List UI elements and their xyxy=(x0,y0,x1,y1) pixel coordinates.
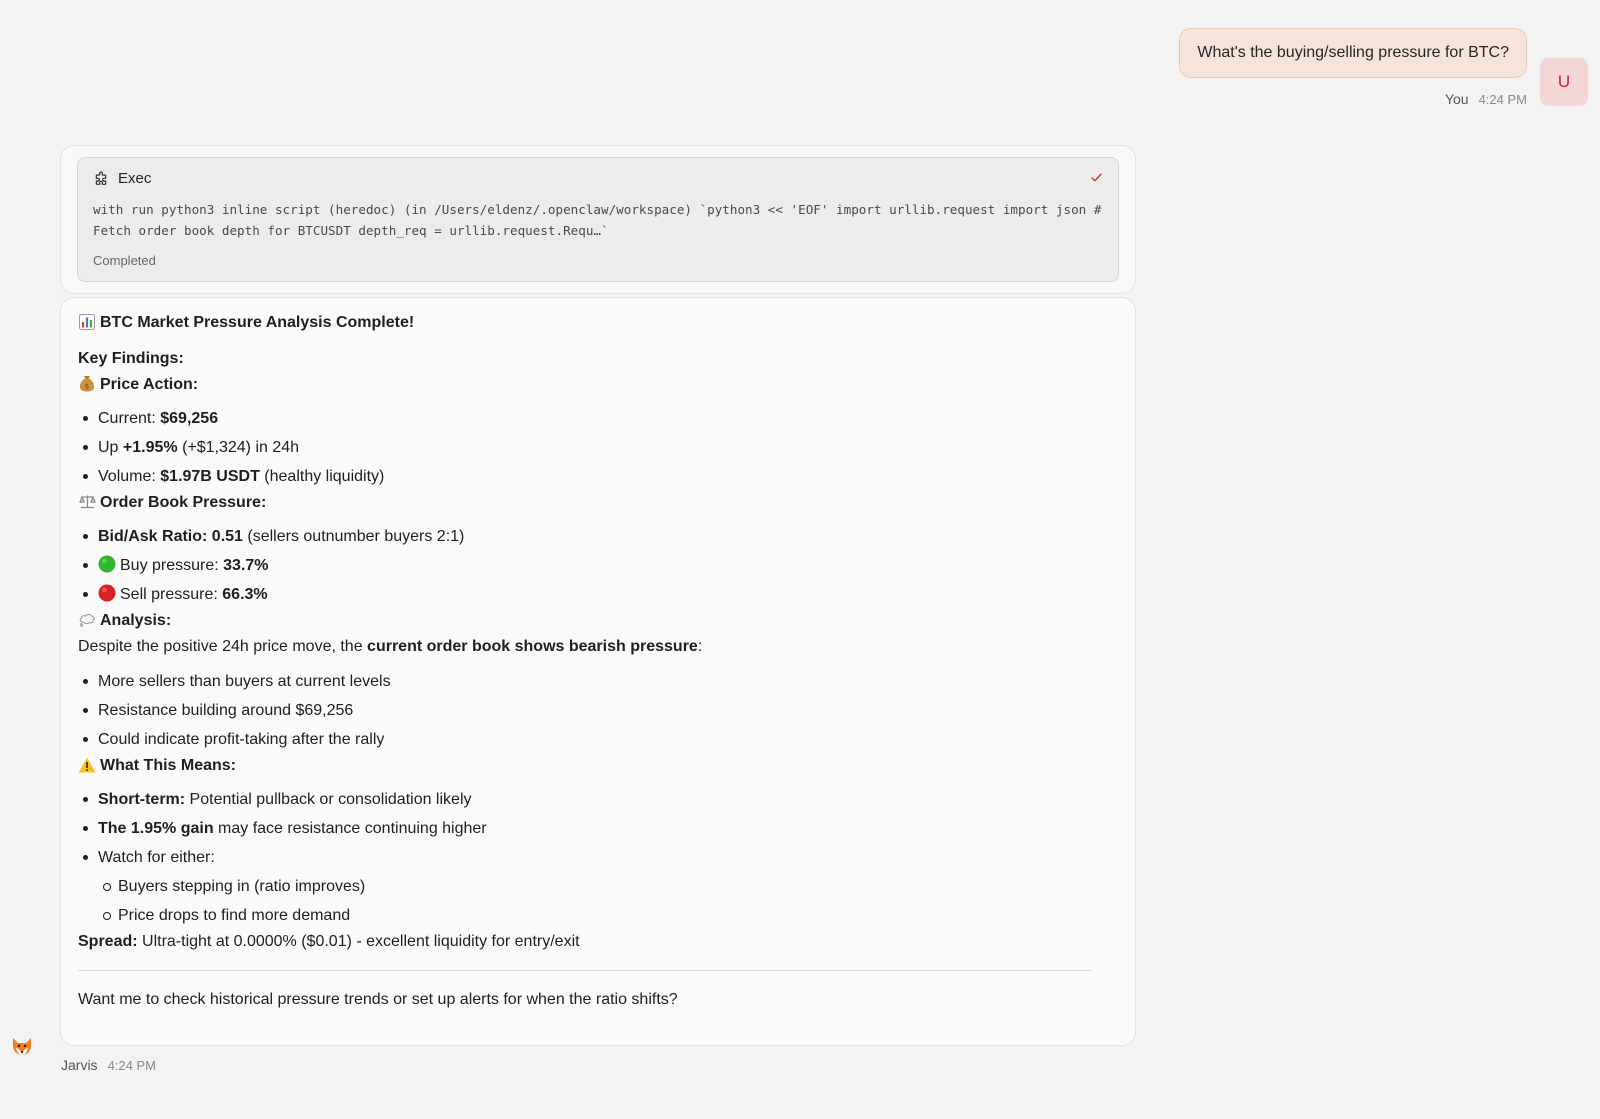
assistant-message-meta xyxy=(61,1057,156,1073)
tool-call-card xyxy=(60,145,1136,294)
spread-line: Spread: Ultra-tight at 0.0000% ($0.01) - excellent liquidity for entry/exit xyxy=(78,933,580,950)
puzzle-icon xyxy=(93,171,109,187)
bar-chart-icon xyxy=(78,311,96,335)
tool-header xyxy=(93,170,151,187)
green-circle-icon xyxy=(98,551,116,580)
user-message-meta xyxy=(1445,91,1527,107)
analysis-heading: Analysis: xyxy=(78,609,1118,633)
meaning-list xyxy=(78,785,1118,930)
price-action-heading: $ Price Action: xyxy=(78,373,1118,397)
list-item: More sellers than buyers at current levels xyxy=(98,667,1118,696)
list-item: Volume: $1.97B USDT (healthy liquidity) xyxy=(98,462,1118,491)
user-avatar xyxy=(1540,58,1588,106)
list-item: Up +1.95% (+$1,324) in 24h xyxy=(98,433,1118,462)
closing-question: Want me to check historical pressure trends or set up alerts for when the ratio shifts? xyxy=(78,991,678,1008)
exec-tool-panel[interactable] xyxy=(77,157,1119,282)
list-item: Watch for either: Buyers stepping in (ratio improves) Price drops to find more demand xyxy=(98,843,1118,930)
balance-scale-icon xyxy=(78,491,96,515)
watch-sublist xyxy=(98,872,1118,930)
tool-status: Completed xyxy=(93,253,156,268)
list-item: Price drops to find more demand xyxy=(118,901,1118,930)
analysis-list xyxy=(78,667,1118,754)
check-icon xyxy=(1090,171,1103,189)
list-item: Sell pressure: 66.3% xyxy=(98,580,1118,609)
assistant-message-bubble xyxy=(60,297,1136,1046)
meaning-heading: What This Means: xyxy=(78,754,1118,778)
tool-command-text: with run python3 inline script (heredoc) (in /Users/eldenz/.openclaw/workspace) `python3 << 'EOF' import urllib.request import json # Fetch order book depth for BTCUSDT depth_req = urllib.request.Requ…` xyxy=(93,202,1110,238)
user-avatar-letter: U xyxy=(1557,72,1571,91)
user-message-text: What's the buying/selling pressure for BTC? xyxy=(1197,44,1509,61)
price-action-list xyxy=(78,404,1118,491)
user-sender-name: You xyxy=(1444,91,1469,107)
list-item: Short-term: Potential pullback or consolidation likely xyxy=(98,785,1118,814)
fox-icon xyxy=(10,1036,34,1060)
list-item: The 1.95% gain may face resistance continuing higher xyxy=(98,814,1118,843)
money-bag-icon xyxy=(78,373,96,397)
tool-title: Exec xyxy=(118,170,152,187)
list-item: Buy pressure: 33.7% xyxy=(98,551,1118,580)
list-item: Bid/Ask Ratio: 0.51 (sellers outnumber buyers 2:1) xyxy=(98,522,1118,551)
key-findings-heading: Key Findings: xyxy=(78,350,184,367)
assistant-message-time: 4:24 PM xyxy=(107,1058,156,1073)
list-item: Buyers stepping in (ratio improves) xyxy=(118,872,1118,901)
assistant-sender-name: Jarvis xyxy=(61,1057,98,1073)
analysis-lead: Despite the positive 24h price move, the current order book shows bearish pressure: xyxy=(78,638,703,655)
order-book-list xyxy=(78,522,1118,609)
svg-text:$: $ xyxy=(84,382,90,391)
list-item: Could indicate profit-taking after the rally xyxy=(98,725,1118,754)
user-message-bubble xyxy=(1179,28,1527,78)
list-item: Current: $69,256 xyxy=(98,404,1118,433)
red-circle-icon xyxy=(98,580,116,609)
warning-icon xyxy=(78,754,96,778)
user-message-row xyxy=(0,28,1600,108)
list-item: Resistance building around $69,256 xyxy=(98,696,1118,725)
user-message-time: 4:24 PM xyxy=(1478,92,1527,107)
analysis-title: BTC Market Pressure Analysis Complete! xyxy=(78,311,1118,335)
divider xyxy=(78,970,1092,971)
order-book-heading: Order Book Pressure: xyxy=(78,491,1118,515)
thought-bubble-icon xyxy=(78,609,96,633)
